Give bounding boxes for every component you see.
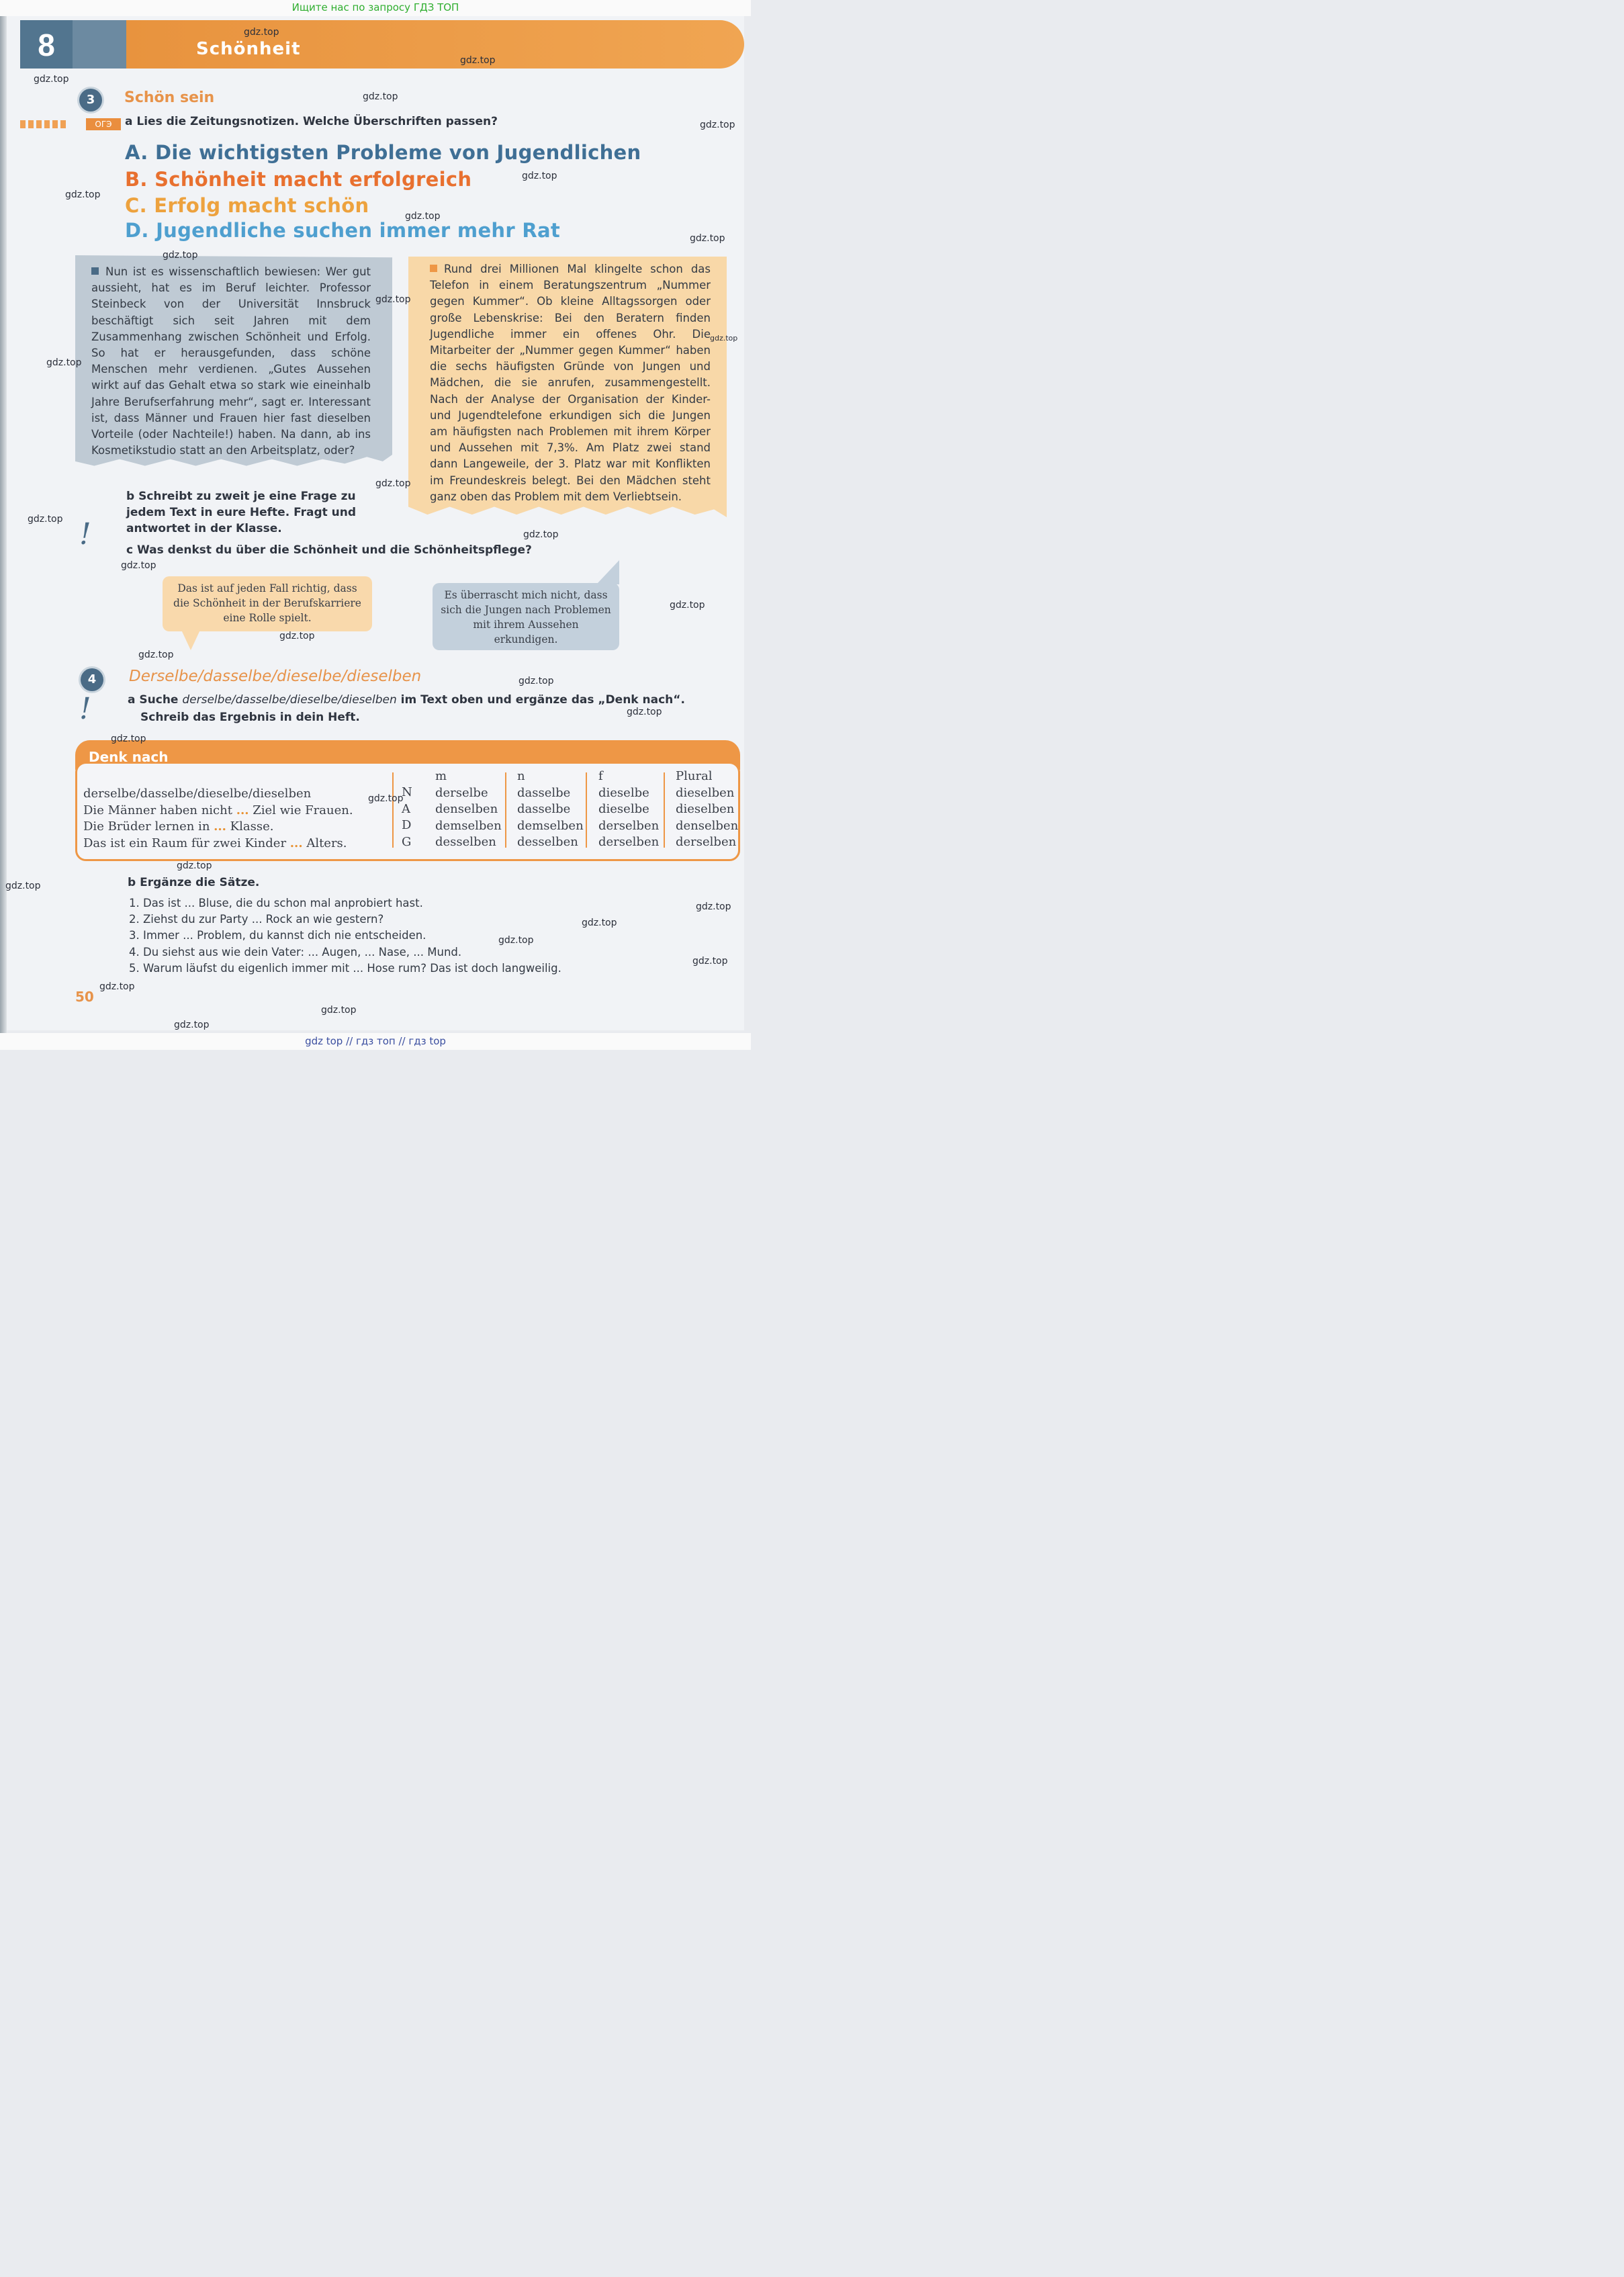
task-3a: a Lies die Zeitungsnotizen. Welche Überschriften passen? [125, 115, 498, 128]
table-cell: dieselbe [598, 802, 649, 816]
exclamation-decor-icon: ! [79, 692, 91, 726]
column-m [435, 768, 502, 851]
watermark: gdz.top [460, 55, 496, 66]
speech-bubble-left [163, 576, 372, 631]
denk-line: Die Männer haben nicht ... Ziel wie Frauen. [83, 803, 353, 817]
sentence-item: 1. Das ist ... Bluse, die du schon mal anprobiert hast. [129, 897, 423, 909]
table-cell: desselben [517, 835, 578, 849]
denk-line: Die Brüder lernen in ... Klasse. [83, 819, 274, 834]
exercise-4-number: 4 [81, 668, 103, 691]
column-f [598, 768, 659, 851]
chapter-bar [73, 20, 126, 69]
task-4a-rest: im Text oben und ergänze das „Denk nach“. [400, 693, 685, 707]
table-cell: denselben [435, 802, 498, 816]
table-cell: derselben [598, 835, 660, 849]
chapter-number: 8 [20, 20, 73, 69]
watermark: gdz.top [522, 171, 557, 181]
table-cell: derselben [676, 835, 737, 849]
watermark: gdz.top [34, 74, 69, 85]
column-header: Plural [676, 769, 713, 783]
watermark: gdz.top [177, 860, 212, 871]
exercise-3-title: Schön sein [124, 89, 215, 106]
watermark: gdz.top [244, 27, 279, 38]
square-bullet-icon [430, 265, 437, 272]
table-cell: demselben [435, 818, 502, 833]
case-label: D [402, 818, 412, 832]
case-label: G [402, 834, 412, 849]
task-3c: c Was denkst du über die Schönheit und die Schönheitspflege? [126, 543, 532, 557]
watermark: gdz.top [321, 1005, 357, 1016]
watermark: gdz.top [363, 91, 398, 102]
sentence-item: 3. Immer ... Problem, du kannst dich nie entscheiden. [129, 929, 426, 942]
bubble-left-tail [181, 630, 200, 650]
bottom-banner[interactable]: gdz top // гдз топ // гдз top [0, 1033, 751, 1050]
note-left-text: Nun ist es wissenschaftlich bewiesen: Wer gut aussieht, hat es im Beruf leichter. Professor Steinbeck von der Universität Innsbruck beschäftigt sich seit Jahren mit dem Zusammenhang zwischen Schönheit und Erfolg. So hat er herausgefunden, dass schöne Menschen mehr verdienen. „Gutes Aussehen wirkt auf das Gehalt etwa so stark wie eineinhalb Jahre Berufserfahrung mehr“, sagt er. Interessant ist, dass Männer und Frauen hier fast dieselben Vorteile (oder Nachteile!) haben. Na dann, ab ins Kosmetikstudio statt an den Arbeitsplatz, oder? [91, 265, 371, 457]
table-divider [586, 772, 587, 848]
task-4a [128, 693, 685, 707]
chapter-title: Schönheit [196, 39, 301, 59]
sentence-item: 4. Du siehst aus wie dein Vater: ... Augen, ... Nase, ... Mund. [129, 945, 462, 958]
column-header: m [435, 769, 447, 783]
column-header: n [517, 769, 525, 783]
column-n [517, 768, 584, 851]
table-cell: dieselbe [598, 785, 649, 800]
case-label: A [402, 801, 410, 816]
watermark: gdz.top [710, 334, 738, 343]
watermark: gdz.top [690, 233, 725, 244]
column-header: f [598, 769, 603, 783]
watermark: gdz.top [696, 901, 731, 912]
table-cell: dieselben [676, 802, 735, 816]
heading-c: C. Erfolg macht schön [125, 194, 369, 217]
sentence-item: 5. Warum läufst du eigenlich immer mit ... Hose rum? Das ist doch langweilig. [129, 961, 561, 975]
watermark: gdz.top [279, 631, 315, 641]
watermark: gdz.top [174, 1020, 210, 1030]
table-divider [505, 772, 506, 848]
task-4a-italic: derselbe/dasselbe/dieselbe/dieselben [182, 693, 397, 707]
page-number: 50 [75, 989, 94, 1005]
watermark: gdz.top [163, 250, 198, 261]
denk-examples [83, 786, 353, 852]
exclamation-decor-icon: ! [79, 517, 91, 551]
table-cell: desselben [435, 835, 496, 849]
watermark: gdz.top [498, 935, 534, 946]
watermark: gdz.top [99, 981, 135, 992]
newspaper-note-left [91, 264, 371, 459]
bubble-right-tail [596, 560, 619, 584]
bubble-left-text: Das ist auf jeden Fall richtig, dass die Schönheit in der Berufskarriere eine Rolle spielt. [173, 582, 361, 624]
page-edge [0, 16, 7, 1050]
table-cell: dasselbe [517, 802, 571, 816]
table-cell: denselben [676, 818, 739, 833]
table-cell: derselben [598, 818, 660, 833]
oge-badge [20, 118, 112, 130]
watermark: gdz.top [65, 189, 101, 200]
exercise-4-title: Derselbe/dasselbe/dieselbe/dieselben [129, 668, 422, 685]
table-cell: dasselbe [517, 785, 571, 800]
heading-b: B. Schönheit macht erfolgreich [125, 168, 472, 191]
watermark: gdz.top [5, 881, 41, 891]
watermark: gdz.top [138, 650, 174, 660]
watermark: gdz.top [518, 676, 554, 686]
watermark: gdz.top [28, 514, 63, 525]
square-bullet-icon [91, 267, 99, 275]
heading-a: A. Die wichtigsten Probleme von Jugendlichen [125, 141, 641, 164]
watermark: gdz.top [700, 120, 735, 130]
table-cell: demselben [517, 818, 584, 833]
oge-dots [20, 120, 67, 128]
table-divider [664, 772, 665, 848]
note-right-text: Rund drei Millionen Mal klingelte schon das Telefon in einem Beratungszentrum „Nummer gegen Kummer“. Ob kleine Alltagssorgen oder große Lebenskrise: Bei den Beratern finden Jugendliche immer ein offenes Ohr. Die Mitarbeiter der „Nummer gegen Kummer“ haben die sechs häufigsten Gründe von Jungen und Mädchen, die sie anrufen, zusammengestellt. Nach der Analyse der Organisation der Kinder- und Jugendtelefone erkundigen sich die Jungen am häufigsten nach Problemen mit ihrem Körper und Aussehen mit 7,3%. Am Platz zwei stand dann Langeweile, der 3. Platz war mit Konflikten im Freundeskreis belegt. Bei den Mädchen steht ganz oben das Problem mit dem Verliebtsein. [430, 263, 711, 503]
exercise-3-number: 3 [79, 89, 102, 111]
task-4b: b Ergänze die Sätze. [128, 876, 260, 889]
watermark: gdz.top [368, 793, 404, 804]
task-4a-line2: Schreib das Ergebnis in dein Heft. [140, 711, 360, 724]
watermark: gdz.top [375, 478, 411, 489]
column-plural [676, 768, 738, 851]
speech-bubble-right [433, 583, 619, 650]
task-4a-lead: a Suche [128, 693, 179, 707]
sentence-list [129, 895, 561, 977]
denk-line: Das ist ein Raum für zwei Kinder ... Alters. [83, 836, 347, 850]
watermark: gdz.top [523, 529, 559, 540]
table-cell: dieselben [676, 785, 735, 800]
watermark: gdz.top [405, 211, 441, 222]
watermark: gdz.top [111, 733, 146, 744]
heading-d: D. Jugendliche suchen immer mehr Rat [125, 219, 561, 242]
watermark: gdz.top [582, 918, 617, 928]
bubble-right-text: Es überrascht mich nicht, dass sich die Jungen nach Problemen mit ihrem Aussehen erkundigen. [441, 589, 611, 645]
denk-line: derselbe/dasselbe/dieselbe/dieselben [83, 787, 312, 801]
top-banner[interactable]: Ищите нас по запросу ГДЗ ТОП [0, 0, 751, 16]
denk-nach-title: Denk nach [89, 749, 169, 765]
oge-label: ОГЭ [86, 118, 121, 130]
table-divider [392, 772, 394, 848]
table-cell: derselbe [435, 785, 488, 800]
watermark: gdz.top [375, 294, 411, 305]
watermark: gdz.top [46, 357, 82, 368]
case-label: N [402, 785, 412, 799]
watermark: gdz.top [121, 560, 156, 571]
watermark: gdz.top [670, 600, 705, 611]
sentence-item: 2. Ziehst du zur Party ... Rock an wie gestern? [129, 913, 384, 926]
watermark: gdz.top [692, 956, 728, 967]
newspaper-note-right [430, 261, 711, 505]
task-3b: b Schreibt zu zweit je eine Frage zu jedem Text in eure Hefte. Fragt und antwortet in der Klasse. [126, 490, 357, 535]
watermark: gdz.top [627, 707, 662, 717]
